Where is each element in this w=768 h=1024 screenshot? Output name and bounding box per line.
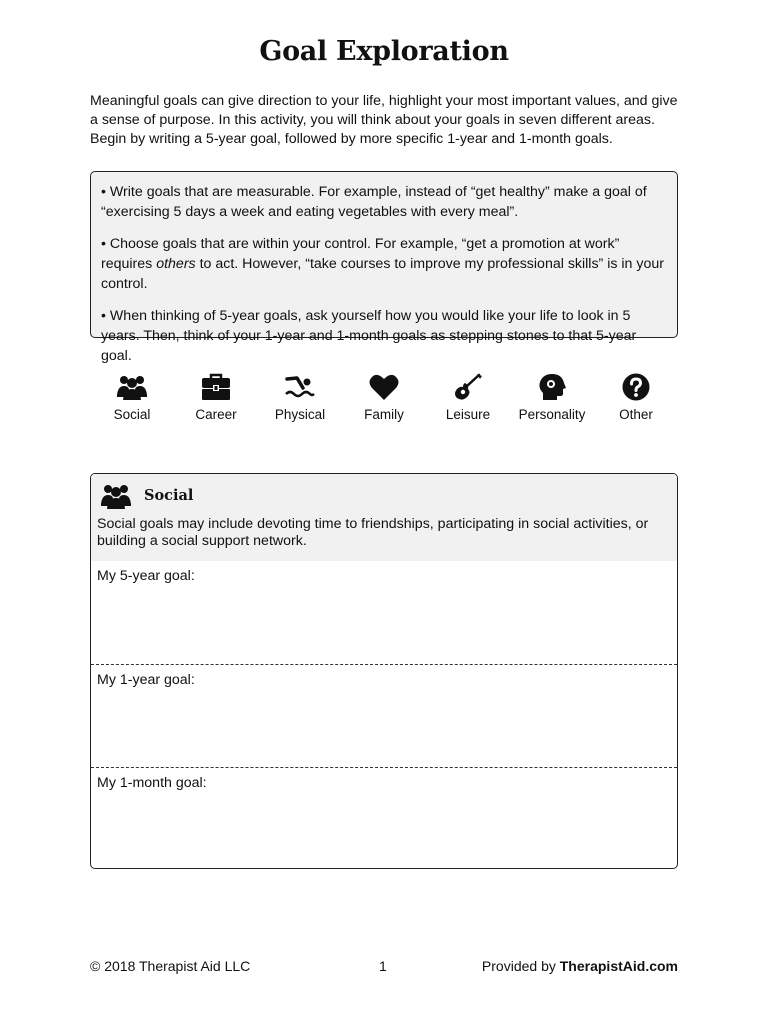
area-other — [591, 373, 681, 422]
intro-text: Meaningful goals can give direction to your life, highlight your most important values, and give a sense of purpose. In this activity, you will think about your goals in seven different areas. Begin by writing a 5-year goal, followed by more specific 1-year and 1-month goals. — [90, 93, 678, 147]
one-month-goal-label: My 1-month goal: — [97, 775, 207, 791]
area-leisure — [423, 373, 513, 422]
page-title: Goal Exploration — [259, 36, 509, 67]
area-personality — [507, 373, 597, 422]
one-year-goal-field[interactable] — [91, 664, 677, 767]
area-family — [339, 373, 429, 422]
head-icon — [537, 373, 567, 401]
area-label-other: Other — [619, 407, 653, 422]
area-label-personality: Personality — [518, 407, 586, 422]
footer-page-number: 1 — [379, 958, 387, 974]
tip-control-text-2: to act. However, “take courses to improve my professional skills” is in your control. — [101, 256, 664, 292]
footer-provided-text: Provided by — [481, 958, 560, 974]
tip-five-year: • When thinking of 5-year goals, ask yourself how you would like your life to look in 5 years. Then, think of your 1-year and 1-month goals as stepping stones to that 5-year goal. — [101, 308, 637, 364]
social-goal-card — [90, 473, 678, 869]
tips-box — [90, 171, 678, 364]
heart-icon — [369, 373, 399, 401]
area-social — [87, 373, 177, 422]
footer-copyright: © 2018 Therapist Aid LLC — [90, 958, 251, 974]
area-label-social: Social — [113, 407, 151, 422]
area-career — [171, 373, 261, 422]
area-label-physical: Physical — [274, 407, 326, 422]
area-physical — [255, 373, 345, 422]
area-label-career: Career — [195, 407, 237, 422]
goal-areas-row — [90, 373, 678, 435]
tip-measurable: • Write goals that are measurable. For example, instead of “get healthy” make a goal of “exercising 5 days a week and eating vegetables with every meal”. — [101, 184, 647, 220]
tip-control-emphasis: others — [156, 256, 196, 272]
five-year-goal-label: My 5-year goal: — [97, 568, 195, 584]
card-title: Social — [144, 487, 194, 504]
people-icon — [101, 482, 131, 510]
card-header — [91, 474, 677, 561]
people-icon — [117, 373, 147, 401]
five-year-goal-field[interactable] — [91, 561, 677, 664]
question-icon — [621, 373, 651, 401]
tip-control-text-1: • Choose goals that are within your control. For example, “get a promotion at work” requires — [101, 236, 620, 272]
tip-control — [101, 234, 667, 294]
guitar-icon — [453, 373, 483, 401]
card-description: Social goals may include devoting time to friendships, participating in social activities, or building a social support network. — [97, 516, 649, 549]
one-month-goal-field[interactable] — [91, 767, 677, 869]
briefcase-icon — [201, 373, 231, 401]
area-label-family: Family — [364, 407, 404, 422]
area-label-leisure: Leisure — [445, 407, 491, 422]
swimmer-icon — [285, 373, 315, 401]
one-year-goal-label: My 1-year goal: — [97, 672, 195, 688]
footer-brand: TherapistAid.com — [559, 958, 678, 974]
footer-provided-by — [482, 958, 678, 974]
